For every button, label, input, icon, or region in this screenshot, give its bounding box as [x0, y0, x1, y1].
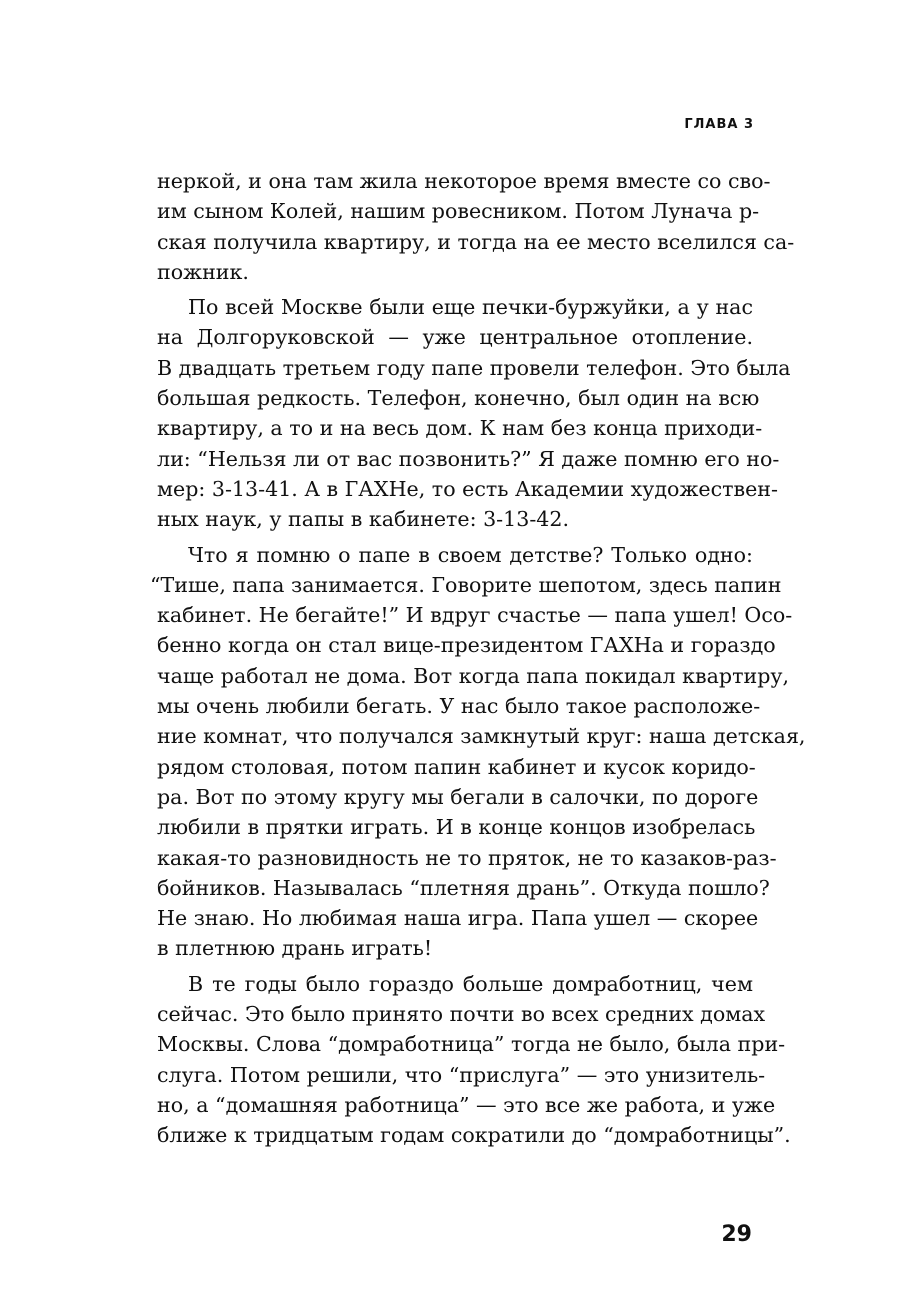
text-line: на Долгоруковской — уже центральное отопление.: [157, 325, 753, 350]
text-line: сейчас. Это было принято почти во всех средних домах: [157, 1002, 766, 1027]
text-line: Не знаю. Но любимая наша игра. Папа ушел — скорее: [157, 906, 759, 931]
text-line: По всей Москве были еще печки-буржуйки, а у нас: [188, 295, 753, 320]
text-line: В те годы было гораздо больше домработниц, чем: [188, 971, 753, 996]
text-line: В двадцать третьем году папе провели телефон. Это была: [157, 355, 791, 380]
text-line: чаще работал не дома. Вот когда папа покидал квартиру,: [157, 663, 790, 688]
text-line: большая редкость. Телефон, конечно, был один на всю: [157, 386, 760, 411]
paragraph-3: [150, 540, 806, 964]
text-line: ли: “Нельзя ли от вас позвонить?” Я даже помню его но-: [157, 446, 780, 471]
text-line: “Тише, папа занимается. Говорите шепотом, здесь папин: [150, 572, 782, 597]
text-line: Что я помню о папе в своем детстве? Только одно:: [188, 542, 753, 567]
page-number: 29: [721, 1222, 752, 1247]
text-line: пожник.: [157, 259, 249, 284]
text-line: какая-то разновидность не то пряток, не то казаков-раз-: [157, 845, 777, 870]
paragraph-1: [157, 166, 795, 287]
text-line: в плетнюю дрань играть!: [157, 936, 433, 961]
text-line: но, а “домашняя работница” — это все же работа, и уже: [157, 1092, 776, 1117]
body-text: [150, 166, 806, 1151]
text-line: мы очень любили бегать. У нас было такое расположе-: [157, 694, 761, 719]
text-line: ближе к тридцатым годам сократили до “домработницы”.: [157, 1123, 791, 1148]
text-line: бойников. Называлась “плетняя дрань”. Откуда пошло?: [157, 875, 770, 900]
text-line: Москвы. Слова “домработница” тогда не было, была при-: [157, 1032, 786, 1057]
text-line: квартиру, а то и на весь дом. К нам без конца приходи-: [157, 416, 763, 441]
text-line: неркой, и она там жила некоторое время вместе со сво-: [157, 169, 771, 193]
text-line: мер: 3-13-41. А в ГАХНе, то есть Академии художествен-: [157, 476, 778, 501]
text-line: бенно когда он стал вице-президентом ГАХНа и гораздо: [157, 633, 776, 658]
text-line: ра. Вот по этому кругу мы бегали в салочки, по дороге: [157, 784, 759, 809]
text-line: ние комнат, что получался замкнутый круг: наша детская,: [157, 724, 806, 749]
paragraph-4: [157, 969, 791, 1151]
text-line: кабинет. Не бегайте!” И вдруг счастье — папа ушел! Осо-: [157, 603, 793, 628]
paragraph-2: [157, 292, 791, 534]
text-line: им сыном Колей, нашим ровесником. Потом Лунача р-: [157, 199, 760, 224]
text-line: любили в прятки играть. И в конце концов изобрелась: [157, 815, 756, 840]
text-line: рядом столовая, потом папин кабинет и кусок коридо-: [157, 754, 756, 779]
text-line: ская получила квартиру, и тогда на ее место вселился са-: [157, 229, 795, 254]
text-line: слуга. Потом решили, что “прислуга” — это унизитель-: [157, 1062, 766, 1087]
text-line: ных наук, у папы в кабинете: 3-13-42.: [157, 507, 570, 532]
running-head: ГЛАВА 3: [684, 117, 754, 132]
